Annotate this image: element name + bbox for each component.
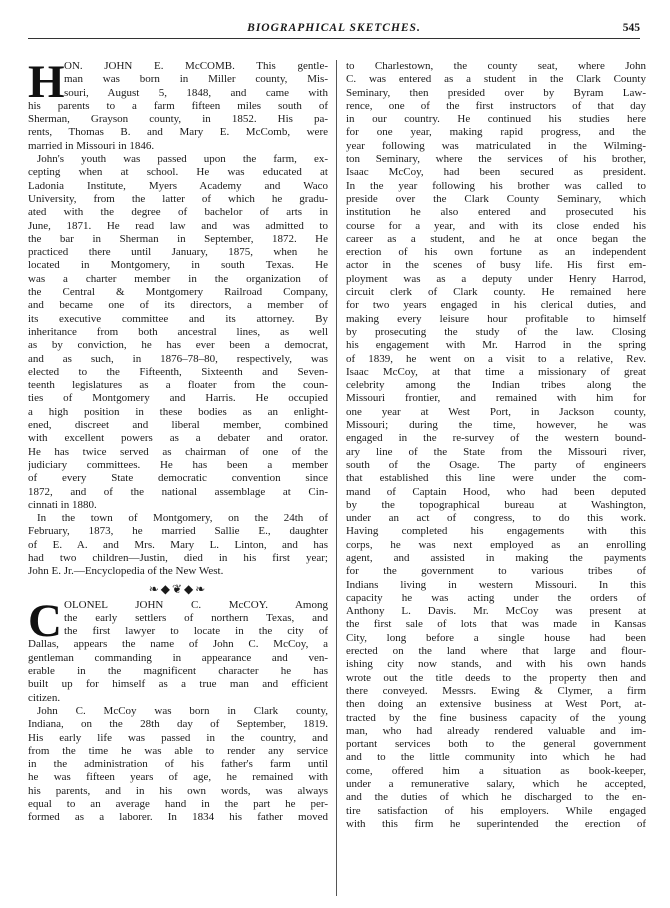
text-line: cepting when at school. He was educated at xyxy=(28,166,328,179)
drop-cap-h: H xyxy=(28,60,65,108)
mccomb-paragraph-3 xyxy=(28,512,328,578)
text-line: built up for himself as a true man and efficient xyxy=(28,678,328,691)
text-line: rents, Thomas B. and Mary E. McComb, were xyxy=(28,126,328,139)
text-line: souri, August 5, 1848, and came with xyxy=(64,86,328,99)
mccoy-paragraph-2 xyxy=(28,705,328,825)
text-line: with this firm he superintended the erection of xyxy=(346,817,646,830)
text-line: from the time he was able to render any service xyxy=(28,744,328,757)
page-number: 545 xyxy=(622,22,640,34)
text-line: under a remunerative salary, which he accepted, xyxy=(346,778,646,791)
text-line: man was born in Miller county, Mis- xyxy=(64,73,328,86)
text-line: then doing an extensive business at West Port, at- xyxy=(346,698,646,711)
text-line: 1872, and of the national assemblage at Cin- xyxy=(28,485,328,498)
text-line: Sherman, Grayson county, in 1852. His pa- xyxy=(28,113,328,126)
text-line: one year at West Port, in Jackson county, xyxy=(346,405,646,418)
text-line: by the topographical bureau at Washington, xyxy=(346,498,646,511)
text-line: its executive committee and its attorney. By xyxy=(28,312,328,325)
text-line: was a charter member in the organization of xyxy=(28,272,328,285)
text-line: erable in the magnificent character he has xyxy=(28,665,328,678)
text-line: for one year, making rapid progress, and the xyxy=(346,126,646,139)
text-line: his parents to a farm fifteen miles south of xyxy=(28,99,328,112)
text-line: for the government to various tribes of xyxy=(346,565,646,578)
text-line: and as such, in 1876–78–80, respectively, was xyxy=(28,352,328,365)
text-line: His early life was passed in the country, and xyxy=(28,731,328,744)
page-header xyxy=(28,22,640,39)
text-line: University, from the latter of which he gradu- xyxy=(28,192,328,205)
text-line: ties of Montgomery and Harris. He occupied xyxy=(28,392,328,405)
text-line: elected to the Fifteenth, Sixteenth and Seven- xyxy=(28,365,328,378)
text-line: by prosecuting the study of the law. Closing xyxy=(346,325,646,338)
text-line: ton Seminary, where the services of his brother, xyxy=(346,153,646,166)
text-line: circuit clerk of Clark county. He remained here xyxy=(346,286,646,299)
text-line: ary line of the State from the Missouri river, xyxy=(346,445,646,458)
text-line: capacity he was acting under the orders of xyxy=(346,591,646,604)
text-line: In the town of Montgomery, on the 24th of xyxy=(37,512,328,525)
text-line: preside over the Clark County Seminary, which xyxy=(346,192,646,205)
text-line: with excellent powers as a debater and orator. xyxy=(28,432,328,445)
text-line: rence, one of the first instructors of that day xyxy=(346,99,646,112)
text-line: course for a year, and with its close ended his xyxy=(346,219,646,232)
text-line: John E. Jr.—Encyclopedia of the New West. xyxy=(28,565,224,578)
text-line: engaged in the re-survey of the western bound- xyxy=(346,432,646,445)
text-line: inheritance from both ancestral lines, as well xyxy=(28,325,328,338)
text-line: a high position in these bodies as an enlight- xyxy=(28,405,328,418)
text-line: the first sale of lots that was made in Kansas xyxy=(346,618,646,631)
text-line: the first lawyer to locate in the city of xyxy=(64,625,328,638)
text-line: wrote out the title deeds to the property then and xyxy=(346,671,646,684)
text-line: tracted by the fine business capacity of the young xyxy=(346,711,646,724)
text-line: equal to an average hand in the part he per- xyxy=(28,798,328,811)
text-line: his parents, and in his own words, was always xyxy=(28,784,328,797)
text-line: the early settlers of northern Texas, and xyxy=(64,611,328,624)
text-line: year following was matriculated in the Wilming- xyxy=(346,139,646,152)
text-line: Indians living in western Missouri. In this xyxy=(346,578,646,591)
text-line: erection of his own fortune as an independent xyxy=(346,246,646,259)
text-line: tire satisfaction of his employers. While engaged xyxy=(346,804,646,817)
text-line: career as a student, and he at once began the xyxy=(346,232,646,245)
text-line: there conveyed. Messrs. Ewing & Clymer, a firm xyxy=(346,684,646,697)
text-line: located in Montgomery, in south Texas. He xyxy=(28,259,328,272)
text-line: Having completed his engagements with this xyxy=(346,525,646,538)
text-line: John C. McCoy was born in Clark county, xyxy=(37,704,328,717)
text-line: gentleman commanding in appearance and ven- xyxy=(28,651,328,664)
text-line: Isaac McCoy, at that time a missionary of great xyxy=(346,365,646,378)
text-line: practiced there until January, 1875, when he xyxy=(28,246,328,259)
mccoy-article-opening xyxy=(28,594,328,705)
text-line: in our country. He continued his studies here xyxy=(346,113,646,126)
text-line: the Central & Montgomery Railroad Company, xyxy=(28,286,328,299)
column-divider xyxy=(336,60,337,896)
text-line: married in Missouri in 1846. xyxy=(28,139,155,152)
text-line: He has twice served as chairman of one of the xyxy=(28,445,328,458)
text-line: man, who had already rendered valuable and im- xyxy=(346,724,646,737)
mccomb-paragraph-1 xyxy=(28,60,328,153)
running-head: BIOGRAPHICAL SKETCHES. xyxy=(247,22,421,34)
text-line: in the administration of his father's farm until xyxy=(28,758,328,771)
text-line: teenth legislatures as a floater from the coun- xyxy=(28,379,328,392)
section-ornament: ❧◆❦◆❧ xyxy=(148,581,208,596)
text-line: portant services both to the general government xyxy=(346,738,646,751)
text-line: as by conviction, he has ever been a democrat, xyxy=(28,339,328,352)
text-line: Indiana, on the 28th day of September, 1819. xyxy=(28,718,328,731)
text-line: Dallas, appears the name of John C. McCoy, a xyxy=(28,638,328,651)
text-line: making every leisure hour profitable to himself xyxy=(346,312,646,325)
text-line: the bar in Sherman in September, 1872. He xyxy=(28,232,328,245)
text-line: south of the Osage. The party of engineers xyxy=(346,458,646,471)
drop-cap-c: C xyxy=(28,594,62,647)
text-line: John's youth was passed upon the farm, ex- xyxy=(37,153,328,166)
text-line: cinnati in 1880. xyxy=(28,498,97,511)
mccomb-article-opening xyxy=(28,60,328,153)
text-line: his engagement with Mr. Harrod in the spring xyxy=(346,339,646,352)
text-line: C. was entered as a student in the Clark County xyxy=(346,73,646,86)
text-line: for two years engaged in his clerical duties, and xyxy=(346,299,646,312)
text-line: ON. JOHN E. McCOMB. This gentle- xyxy=(64,60,328,72)
text-line: June, 1871. He read law and was admitted to xyxy=(28,219,328,232)
text-line: Ladonia Institute, Myers Academy and Waco xyxy=(28,179,328,192)
text-line: and to the little community into which he had xyxy=(346,751,646,764)
text-line: and the duties of which he discharged to the en- xyxy=(346,791,646,804)
text-line: and became one of its directors, a member of xyxy=(28,299,328,312)
text-line: citizen. xyxy=(28,691,61,704)
text-line: corps, he was next employed as an enrolling xyxy=(346,538,646,551)
text-line: erected on the land where that large and flour- xyxy=(346,645,646,658)
text-line: he was fifteen years of age, he remained with xyxy=(28,771,328,784)
text-line: celebrity among the Indian tribes along the xyxy=(346,379,646,392)
right-column xyxy=(346,60,646,898)
text-line: to Charlestown, the county seat, where John xyxy=(346,60,646,72)
text-line: judiciary committees. He has been a member xyxy=(28,458,328,471)
text-line: formed as a laborer. In 1834 his father moved xyxy=(28,811,328,824)
text-line: under an act of congress, to do this work. xyxy=(346,512,646,525)
text-line: Missouri; during the time, however, he was xyxy=(346,419,646,432)
text-line: actor in the scenes of busy life. His first em- xyxy=(346,259,646,272)
text-line: ated with the degree of bachelor of arts in xyxy=(28,206,328,219)
text-line: In the year following his brother was called to xyxy=(346,179,646,192)
text-line: Seminary, then presided over by Byram Law- xyxy=(346,86,646,99)
text-line: come, offered him a situation as book-keeper, xyxy=(346,764,646,777)
text-line: ened, discreet and liberal member, combined xyxy=(28,419,328,432)
text-line: had two children—Justin, died in his first year; xyxy=(28,551,328,564)
text-line: agent, and assisted in making the payments xyxy=(346,551,646,564)
text-line: of 1839, he went on a visit to a relative, Rev. xyxy=(346,352,646,365)
text-line: of E. A. and Mrs. Mary L. Linton, and has xyxy=(28,538,328,551)
left-column xyxy=(28,60,328,898)
text-line: mand of Captain Hood, who had been deputed xyxy=(346,485,646,498)
text-line: that established this line were under the com- xyxy=(346,472,646,485)
text-line: of every State democratic convention since xyxy=(28,472,328,485)
text-line: City, long before a single house had been xyxy=(346,631,646,644)
text-line: ployment was as a deputy under Henry Harrod, xyxy=(346,272,646,285)
text-line: OLONEL JOHN C. McCOY. Among xyxy=(64,598,328,611)
text-line: ishing city now stands, and with his own hands xyxy=(346,658,646,671)
mccoy-paragraph-1 xyxy=(28,594,328,705)
mccoy-paragraph-continued xyxy=(346,60,646,831)
text-line: institution he also entered and prosecuted his xyxy=(346,206,646,219)
text-line: Missouri frontier, and remained with him for xyxy=(346,392,646,405)
text-line: Isaac McCoy, had been secured as president. xyxy=(346,166,646,179)
text-line: February, 1873, he married Sallie E., daughter xyxy=(28,525,328,538)
text-line: Anthony L. Davis. Mr. McCoy was present at xyxy=(346,605,646,618)
mccomb-paragraph-2 xyxy=(28,153,328,512)
